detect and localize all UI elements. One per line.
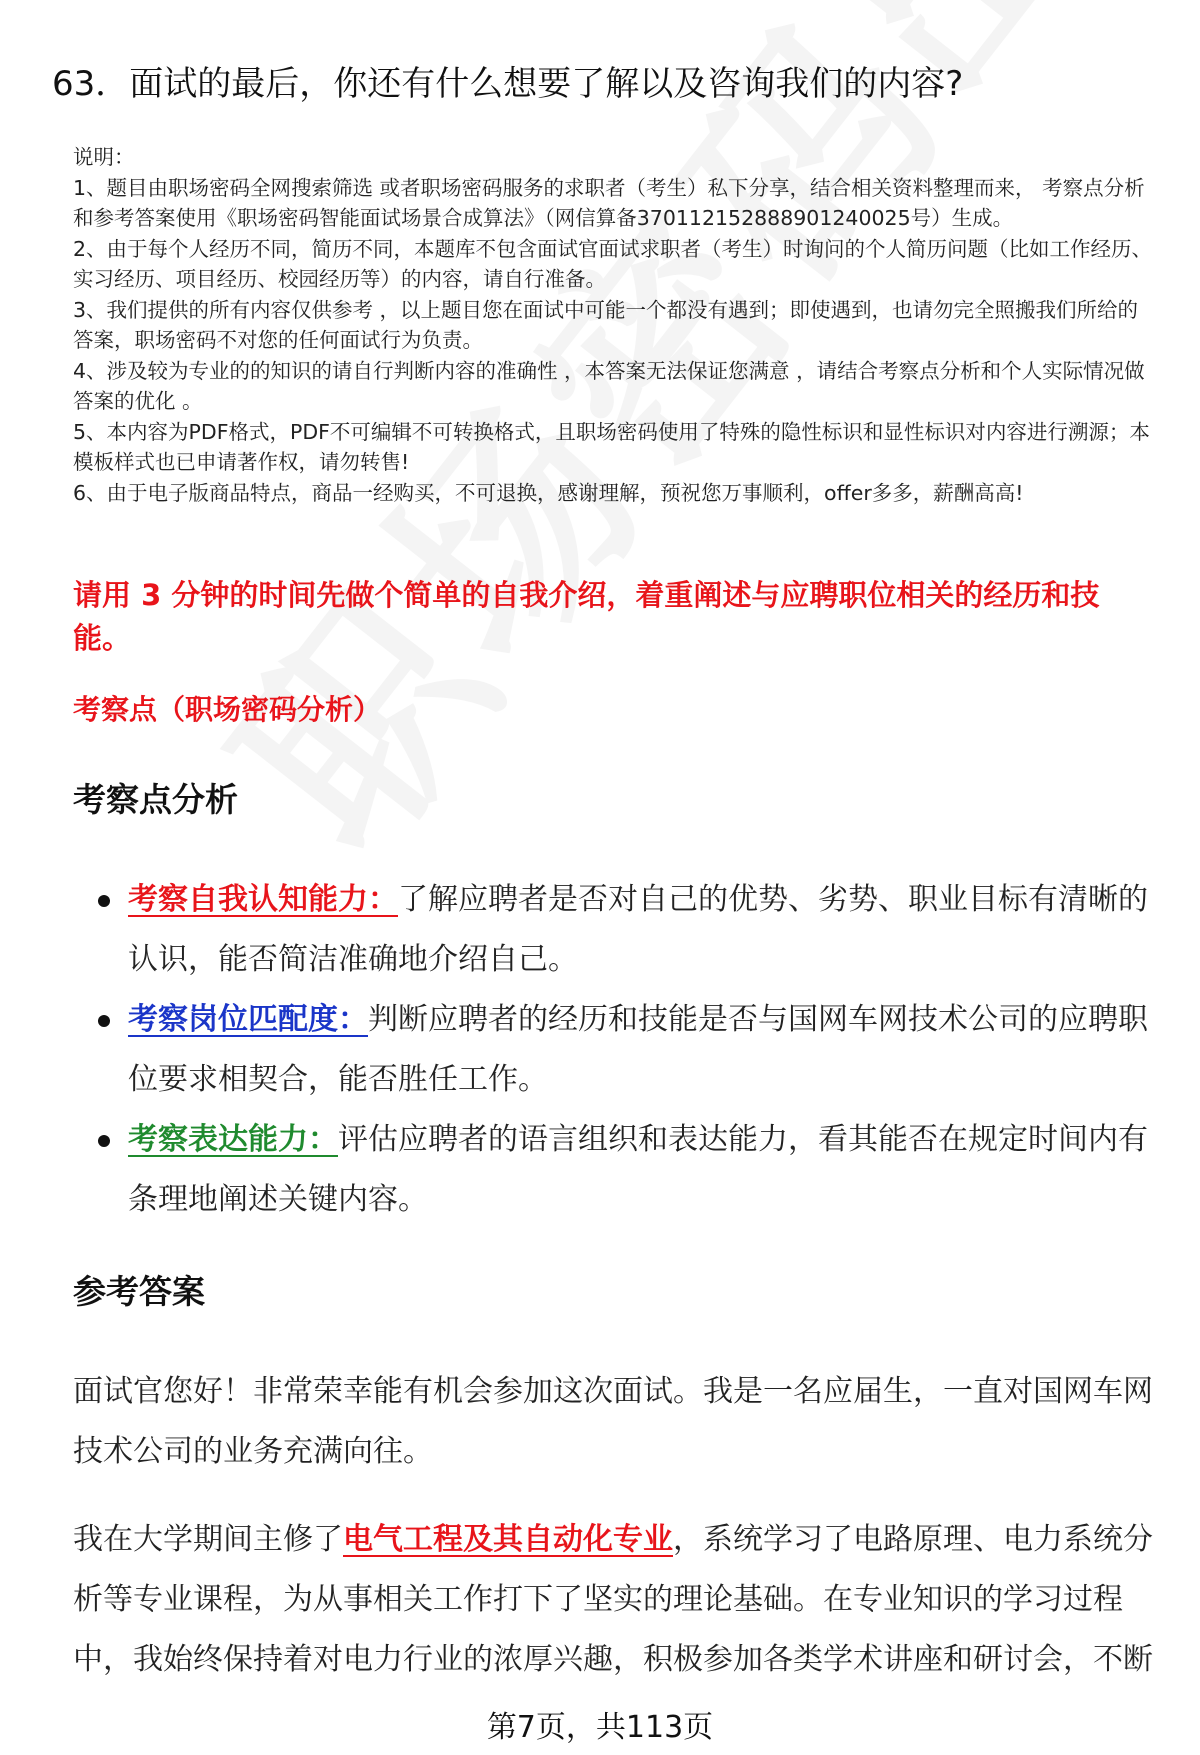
page-number: 第7页，共113页 bbox=[486, 1710, 714, 1745]
question-title: 63．面试的最后，你还有什么想要了解以及咨询我们的内容? bbox=[52, 64, 964, 104]
analysis-label: 考察点（职场密码分析） bbox=[73, 693, 382, 726]
answer-text: ，系统学习了电路原理、电力系统分析等专业课程，为从事相关工作打下了坚实的理论基础。在专业知识的学习过程中，我始终保持着对电力行业的浓厚兴趣，积极参加各类学术讲座和研讨会，不断 bbox=[73, 1522, 1153, 1677]
note-item: 3、我们提供的所有内容仅供参考 ，以上题目您在面试中可能一个都没有遇到；即使遇到，也请勿完全照搬我们所给的答案，职场密码不对您的任何面试行为负责。 bbox=[73, 297, 1139, 352]
analysis-text: 了解应聘者是否对自己的优势、劣势、职业目标有清晰的认识，能否简洁准确地介绍自己。 bbox=[128, 882, 1148, 977]
analysis-keyword: 考察自我认知能力： bbox=[128, 882, 398, 917]
analysis-item bbox=[73, 990, 1153, 1110]
analysis-text: 评估应聘者的语言组织和表达能力，看其能否在规定时间内有条理地阐述关键内容。 bbox=[128, 1122, 1148, 1217]
analysis-keyword: 考察表达能力： bbox=[128, 1122, 338, 1157]
note-item: 4、涉及较为专业的的知识的请自行判断内容的准确性 ，本答案无法保证您满意 ，请结合考察点分析和个人实际情况做答案的优化 。 bbox=[73, 358, 1145, 413]
answer-paragraph bbox=[73, 1510, 1153, 1690]
interview-question: 请用 3 分钟的时间先做个简单的自我介绍，着重阐述与应聘职位相关的经历和技能。 bbox=[73, 578, 1100, 655]
notes-heading: 说明： bbox=[73, 145, 135, 169]
analysis-list bbox=[73, 870, 1153, 1230]
bullet-icon bbox=[98, 1015, 110, 1027]
answer-text: 我在大学期间主修了 bbox=[73, 1522, 343, 1557]
analysis-keyword: 考察岗位匹配度： bbox=[128, 1002, 368, 1037]
answer-heading: 参考答案 bbox=[73, 1272, 205, 1311]
analysis-text: 判断应聘者的经历和技能是否与国网车网技术公司的应聘职位要求相契合，能否胜任工作。 bbox=[128, 1002, 1148, 1097]
answer-paragraph: 面试官您好！非常荣幸能有机会参加这次面试。我是一名应届生，一直对国网车网技术公司的业务充满向往。 bbox=[73, 1374, 1153, 1469]
note-item: 2、由于每个人经历不同，简历不同，本题库不包含面试官面试求职者（考生）时询问的个人简历问题（比如工作经历、实习经历、项目经历、校园经历等）的内容，请自行准备。 bbox=[73, 236, 1153, 291]
note-item: 6、由于电子版商品特点，商品一经购买，不可退换，感谢理解，预祝您万事顺利，offer多多，薪酬高高! bbox=[73, 480, 1024, 505]
bullet-icon bbox=[98, 895, 110, 907]
analysis-heading: 考察点分析 bbox=[73, 780, 238, 819]
note-item: 1、题目由职场密码全网搜索筛选 或者职场密码服务的求职者（考生）私下分享，结合相关资料整理而来， 考察点分析和参考答案使用《职场密码智能面试场景合成算法》（网信算备370112152888901240025号）生成。 bbox=[73, 175, 1145, 230]
bullet-icon bbox=[98, 1135, 110, 1147]
note-item: 5、本内容为PDF格式，PDF不可编辑不可转换格式，且职场密码使用了特殊的隐性标识和显性标识对内容进行溯源；本模板样式也已申请著作权，请勿转售! bbox=[73, 419, 1150, 474]
major-highlight: 电气工程及其自动化专业 bbox=[343, 1522, 673, 1557]
notes-block bbox=[73, 142, 1158, 508]
analysis-item bbox=[73, 1110, 1153, 1230]
analysis-item bbox=[73, 870, 1153, 990]
